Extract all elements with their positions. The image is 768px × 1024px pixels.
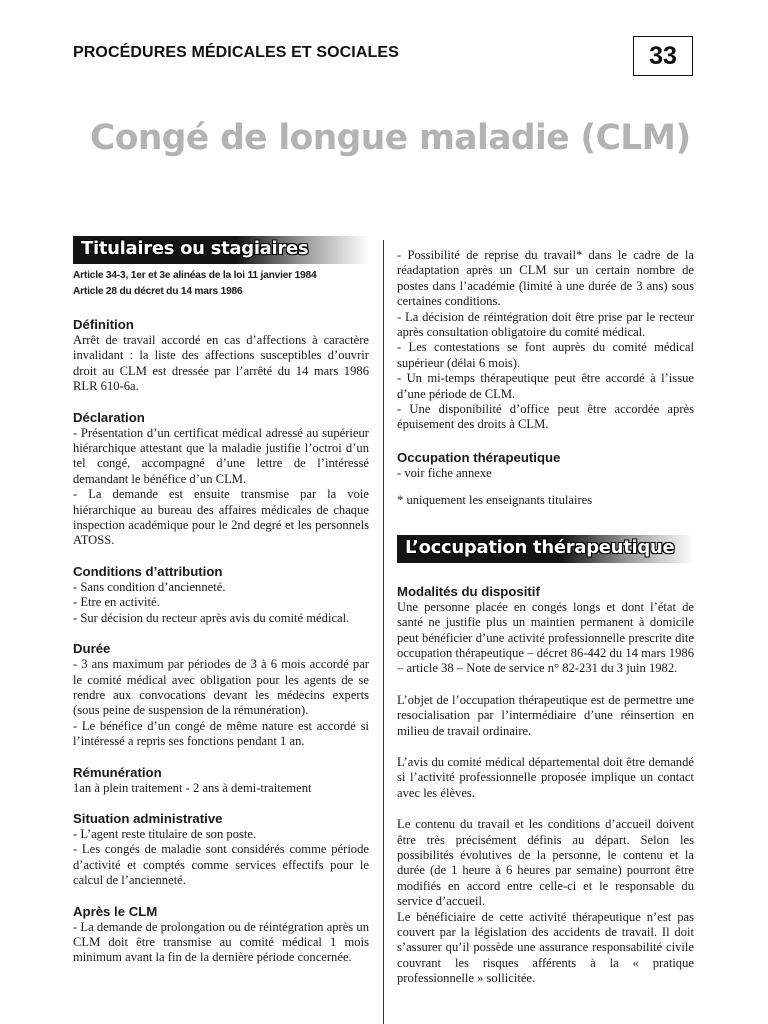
- section-heading-duree: Durée: [73, 641, 111, 657]
- spacer: [397, 677, 694, 693]
- page-number-box: [633, 36, 693, 76]
- paragraph: - L’agent reste titulaire de son poste.: [73, 826, 257, 841]
- paragraph: - Les contestations se font auprès du comité médical supérieur (délai 6 mois).: [397, 340, 694, 370]
- legal-reference: Article 34-3, 1er et 3e alinéas de la loi 11 janvier 1984: [73, 270, 317, 281]
- section-heading-remuneration: Rémunération: [73, 764, 162, 780]
- section-header-title: PROCÉDURES MÉDICALES ET SOCIALES: [73, 44, 399, 61]
- right-column: [397, 248, 694, 987]
- paragraph: - voir fiche annexe: [397, 465, 492, 480]
- section-heading-apres-clm: Après le CLM: [73, 903, 158, 919]
- paragraph: - Les congés de maladie sont considérés comme période d’activité et comptés comme services effectifs pour le calcul de l’ancienneté.: [73, 842, 369, 888]
- spacer: [397, 481, 694, 493]
- paragraph: - La demande de prolongation ou de réintégration après un CLM doit être transmise au comité médical 1 mois minimum avant la fin de la dernière période concernée.: [73, 919, 369, 965]
- section-heading-situation: Situation administrative: [73, 810, 223, 826]
- footnote: * uniquement les enseignants titulaires: [397, 493, 593, 508]
- paragraph: L’objet de l’occupation thérapeutique est de permettre une resocialisation par l’intermédiaire d’une réinsertion en milieu de travail ordinaire.: [397, 692, 694, 738]
- paragraph: - Présentation d’un certificat médical adressé au supérieur hiérarchique attestant que la maladie justifie l’octroi d’un tel congé, accompagné d’une lettre de l’intéressé demandant le bénéfice d’un CLM.: [73, 425, 369, 486]
- legal-reference: Article 28 du décret du 14 mars 1986: [73, 286, 243, 297]
- paragraph: - Le bénéfice d’un congé de même nature est accordé si l’intéressé a repris ses fonctions pendant 1 an.: [73, 718, 369, 749]
- paragraph: - Possibilité de reprise du travail* dans le cadre de la réadaptation après un CLM sur un certain nombre de postes dans l’académie (limité à une durée de 3 ans) sous certaines conditions.: [397, 248, 694, 309]
- paragraph: - La demande est ensuite transmise par la voie hiérarchique au bureau des affaires médicales de chaque inspection académique pour le 2nd degré et les personnels ATOSS.: [73, 487, 369, 548]
- section-heading-declaration: Déclaration: [73, 409, 145, 425]
- section-heading-occupation: Occupation thérapeutique: [397, 449, 561, 465]
- section-heading-modalites: Modalités du dispositif: [397, 583, 540, 599]
- paragraph: - Sur décision du recteur après avis du comité médical.: [73, 610, 350, 625]
- banner-title: Titulaires ou stagiaires: [81, 238, 309, 259]
- paragraph: Une personne placée en congés longs et dont l’état de santé ne justifie plus un maintien permanent à domicile peut bénéficier d’une activité professionnelle prescrite dite occupation thérapeutique – décret 86-442 du 14 mars 1986 – article 38 – Note de service n° 82-231 du 3 juin 1982.: [397, 599, 694, 676]
- paragraph: L’avis du comité médical départemental doit être demandé si l’activité professionnelle proposée implique un contact avec les élèves.: [397, 754, 694, 800]
- paragraph: - La décision de réintégration doit être prise par le recteur après consultation obligatoire du comité médical.: [397, 309, 694, 340]
- paragraph: 1an à plein traitement - 2 ans à demi-traitement: [73, 780, 312, 795]
- section-banner-occupation: [397, 535, 694, 563]
- paragraph: Arrêt de travail accordé en cas d’affections à caractère invalidant : la liste des affections susceptibles d’ouvrir droit au CLM est dressée par l’arrêté du 14 mars 1986 RLR 610-6a.: [73, 333, 369, 394]
- left-column: [73, 236, 369, 966]
- column-divider: [383, 240, 384, 1024]
- section-banner-titulaires: [73, 236, 369, 264]
- spacer: [397, 739, 694, 755]
- banner-title: L’occupation thérapeutique: [405, 536, 675, 558]
- paragraph: - 3 ans maximum par périodes de 3 à 6 mois accordé par le comité médical avec obligation pour les agents de se rendre aux convocations devant les médecins experts (sous peine de suspension de la rémunération).: [73, 657, 369, 718]
- paragraph: - Etre en activité.: [73, 595, 160, 610]
- paragraph: Le contenu du travail et les conditions d’accueil doivent être très précisément définis au départ. Selon les possibilités évolutives de la personne, le contenu et la durée (de 1 heure à 6 heures par semaine) pourront être modifiés en accord entre celle-ci et le responsable du service d’accueil.: [397, 817, 694, 909]
- paragraph: Le bénéficiaire de cette activité thérapeutique n’est pas couvert par la législation des accidents de travail. Il doit s’assurer qu’il possède une assurance responsabilité civile couvrant les risques afférents à la « pratique professionnelle » sollicitée.: [397, 909, 694, 986]
- section-heading-conditions: Conditions d’attribution: [73, 563, 223, 579]
- section-heading-definition: Définition: [73, 317, 134, 332]
- page-number: 33: [649, 41, 677, 70]
- spacer: [397, 801, 694, 817]
- paragraph: - Sans condition d’ancienneté.: [73, 579, 226, 594]
- paragraph: - Une disponibilité d’office peut être accordée après épuisement des droits à CLM.: [397, 402, 694, 432]
- page-title: Congé de longue maladie (CLM): [90, 118, 691, 158]
- paragraph: - Un mi-temps thérapeutique peut être accordé à l’issue d’une période de CLM.: [397, 371, 694, 401]
